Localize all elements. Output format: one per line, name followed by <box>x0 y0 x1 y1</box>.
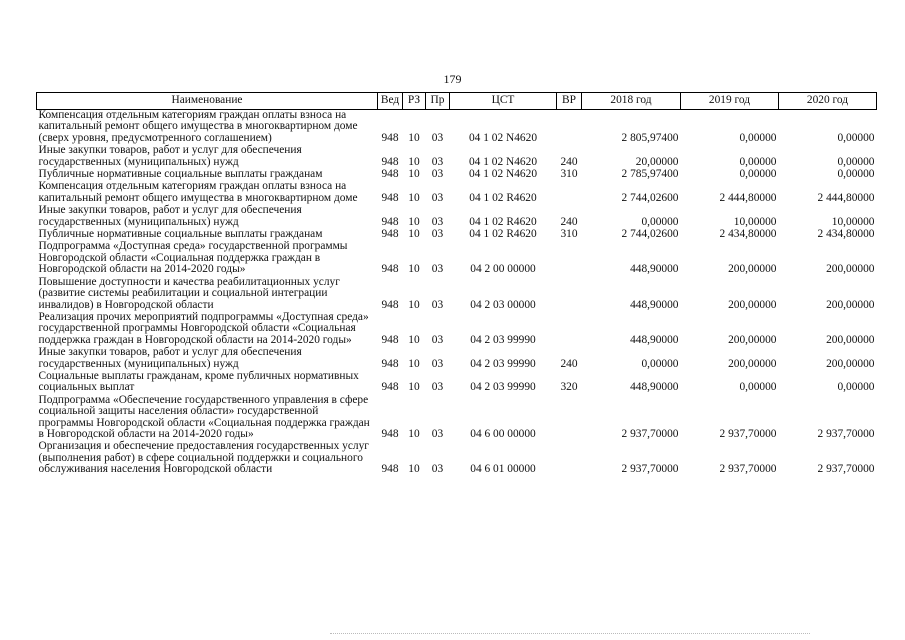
row-vr: 240 <box>560 155 578 168</box>
row-2018: 2 937,70000 <box>621 427 679 440</box>
row-rz: 10 <box>408 357 420 370</box>
row-name: Публичные нормативные социальные выплаты гражданам <box>38 168 323 181</box>
row-cst: 04 2 00 00000 <box>470 263 536 276</box>
row-2020: 10,00000 <box>831 215 875 228</box>
row-ved: 948 <box>381 357 399 370</box>
table-row <box>37 181 877 205</box>
row-ved: 948 <box>381 427 399 440</box>
row-vr <box>557 395 582 442</box>
row-2019: 2 444,80000 <box>719 191 777 204</box>
row-2019: 2 937,70000 <box>719 463 777 476</box>
table-row <box>37 441 877 476</box>
row-name: Социальные выплаты гражданам, кроме публичных нормативных социальных выплат <box>38 369 359 394</box>
row-2020: 2 937,70000 <box>817 463 875 476</box>
row-name: Реализация прочих мероприятий подпрограммы «Доступная среда» государственной программы Новгородской области «Социальная поддержка граждан в Новгородской области на 2014-2020 годы» <box>38 310 369 346</box>
row-ved: 948 <box>381 131 399 144</box>
row-name: Компенсация отдельным категориям граждан оплаты взноса на капитальный ремонт общего имущества в многоквартирном доме (сверх уровня, предусмотренного соглашением) <box>38 109 358 144</box>
row-ved: 948 <box>381 228 399 241</box>
row-2020: 0,00000 <box>837 381 875 394</box>
row-2019: 0,00000 <box>739 381 777 394</box>
row-vr <box>557 241 582 276</box>
row-2018: 0,00000 <box>641 215 679 228</box>
row-ved: 948 <box>381 333 399 346</box>
row-vr <box>557 312 582 347</box>
row-rz: 10 <box>408 215 420 228</box>
row-2020: 2 434,80000 <box>817 228 875 241</box>
table-row <box>37 205 877 229</box>
header-2020: 2020 год <box>779 93 877 110</box>
row-ved: 948 <box>381 381 399 394</box>
row-2018: 20,00000 <box>635 155 679 168</box>
row-2018: 448,90000 <box>630 263 679 276</box>
row-2020: 200,00000 <box>826 333 875 346</box>
row-vr <box>557 110 582 146</box>
row-cst: 04 2 03 00000 <box>470 298 536 311</box>
row-2019: 200,00000 <box>728 333 777 346</box>
row-rz: 10 <box>408 463 420 476</box>
row-ved: 948 <box>381 463 399 476</box>
row-name: Повышение доступности и качества реабилитационных услуг (развитие системы реабилитации и социальной интеграции инвалидов) в Новгородской области <box>38 275 340 311</box>
row-pr: 03 <box>431 155 444 168</box>
row-rz: 10 <box>408 427 420 440</box>
row-rz: 10 <box>408 228 420 241</box>
header-cst: ЦСТ <box>450 93 557 110</box>
row-vr: 320 <box>560 381 578 394</box>
row-vr: 310 <box>560 168 578 181</box>
row-2018: 0,00000 <box>641 357 679 370</box>
row-pr: 03 <box>431 381 444 394</box>
row-cst: 04 1 02 N4620 <box>468 168 538 181</box>
row-cst: 04 1 02 R4620 <box>469 215 537 228</box>
row-cst: 04 6 01 00000 <box>470 463 536 476</box>
row-rz: 10 <box>408 131 420 144</box>
table-row <box>37 395 877 442</box>
row-ved: 948 <box>381 215 399 228</box>
row-pr: 03 <box>431 298 444 311</box>
row-name: Подпрограмма «Доступная среда» государственной программы Новгородской области «Социальная поддержка граждан в Новгородской области на 2014-2020 годы» <box>38 240 348 276</box>
table-row <box>37 110 877 146</box>
row-2020: 200,00000 <box>826 298 875 311</box>
row-vr <box>557 277 582 312</box>
row-ved: 948 <box>381 263 399 276</box>
row-vr: 240 <box>560 357 578 370</box>
header-name: Наименование <box>37 93 378 110</box>
row-2018: 2 744,02600 <box>621 228 679 241</box>
row-cst: 04 2 03 99990 <box>470 381 536 394</box>
row-2018: 2 805,97400 <box>621 131 679 144</box>
row-pr: 03 <box>431 427 444 440</box>
table-row <box>37 371 877 395</box>
row-name: Компенсация отдельным категориям граждан оплаты взноса на капитальный ремонт общего имущества в многоквартирном доме <box>38 180 358 204</box>
row-2018: 448,90000 <box>630 333 679 346</box>
row-2020: 0,00000 <box>837 168 875 181</box>
row-ved: 948 <box>381 191 399 204</box>
table-body <box>37 110 877 477</box>
row-2018: 448,90000 <box>630 381 679 394</box>
row-2019: 200,00000 <box>728 298 777 311</box>
row-pr: 03 <box>431 215 444 228</box>
table-row <box>37 347 877 371</box>
budget-table <box>36 92 877 477</box>
row-pr: 03 <box>431 131 444 144</box>
row-2018: 2 785,97400 <box>621 168 679 181</box>
row-cst: 04 2 03 99990 <box>470 333 536 346</box>
row-rz: 10 <box>408 263 420 276</box>
header-rz: РЗ <box>403 93 426 110</box>
row-rz: 10 <box>408 333 420 346</box>
row-vr: 240 <box>560 215 578 228</box>
row-pr: 03 <box>431 228 444 241</box>
header-2019: 2019 год <box>681 93 779 110</box>
table-row <box>37 145 877 169</box>
row-pr: 03 <box>431 357 444 370</box>
row-name: Иные закупки товаров, работ и услуг для обеспечения государственных (муниципальных) нужд <box>38 144 302 168</box>
row-2020: 2 937,70000 <box>817 427 875 440</box>
table-row <box>37 241 877 276</box>
row-vr <box>557 441 582 476</box>
row-2020: 200,00000 <box>826 357 875 370</box>
row-name: Иные закупки товаров, работ и услуг для обеспечения государственных (муниципальных) нужд <box>38 204 302 228</box>
row-2018: 2 744,02600 <box>621 191 679 204</box>
row-cst: 04 1 02 R4620 <box>469 191 537 204</box>
row-ved: 948 <box>381 298 399 311</box>
row-2020: 2 444,80000 <box>817 191 875 204</box>
row-cst: 04 6 00 00000 <box>470 427 536 440</box>
header-ved: Вед <box>378 93 403 110</box>
row-cst: 04 1 02 N4620 <box>468 155 538 168</box>
row-2019: 0,00000 <box>739 155 777 168</box>
row-rz: 10 <box>408 168 420 181</box>
row-ved: 948 <box>381 155 399 168</box>
header-pr: Пр <box>426 93 450 110</box>
row-2018: 2 937,70000 <box>621 463 679 476</box>
row-pr: 03 <box>431 191 444 204</box>
row-name: Публичные нормативные социальные выплаты гражданам <box>38 228 323 241</box>
row-name: Подпрограмма «Обеспечение государственного управления в сфере социальной защиты населения области» государственной программы Новгородской области «Социальная поддержка граждан в Новгородской области на 2014-2020 годы» <box>38 393 370 440</box>
row-2020: 0,00000 <box>837 155 875 168</box>
row-name: Иные закупки товаров, работ и услуг для обеспечения государственных (муниципальных) нужд <box>38 346 302 370</box>
row-ved: 948 <box>381 168 399 181</box>
row-rz: 10 <box>408 191 420 204</box>
row-2018: 448,90000 <box>630 298 679 311</box>
row-pr: 03 <box>431 333 444 346</box>
page-number: 179 <box>443 72 462 86</box>
row-2019: 200,00000 <box>728 357 777 370</box>
row-pr: 03 <box>431 263 444 276</box>
header-row <box>37 93 877 110</box>
row-pr: 03 <box>431 463 444 476</box>
row-vr: 310 <box>560 228 578 241</box>
row-2019: 0,00000 <box>739 131 777 144</box>
header-vr: ВР <box>557 93 582 110</box>
row-cst: 04 2 03 99990 <box>470 357 536 370</box>
row-2019: 2 937,70000 <box>719 427 777 440</box>
row-rz: 10 <box>408 298 420 311</box>
scan-edge-artifact <box>330 633 810 635</box>
row-2019: 2 434,80000 <box>719 228 777 241</box>
row-cst: 04 1 02 N4620 <box>468 131 538 144</box>
row-vr <box>557 181 582 205</box>
row-2019: 200,00000 <box>728 263 777 276</box>
table-row <box>37 277 877 312</box>
row-cst: 04 1 02 R4620 <box>469 228 537 241</box>
row-2020: 200,00000 <box>826 263 875 276</box>
row-rz: 10 <box>408 155 420 168</box>
header-2018: 2018 год <box>582 93 681 110</box>
row-2020: 0,00000 <box>837 131 875 144</box>
row-pr: 03 <box>431 168 444 181</box>
table-row <box>37 312 877 347</box>
row-2019: 10,00000 <box>733 215 777 228</box>
row-rz: 10 <box>408 381 420 394</box>
row-name: Организация и обеспечение предоставления государственных услуг (выполнения работ) в сфере социальной поддержки и социального обслуживания населения Новгородской области <box>38 440 369 476</box>
row-2019: 0,00000 <box>739 168 777 181</box>
